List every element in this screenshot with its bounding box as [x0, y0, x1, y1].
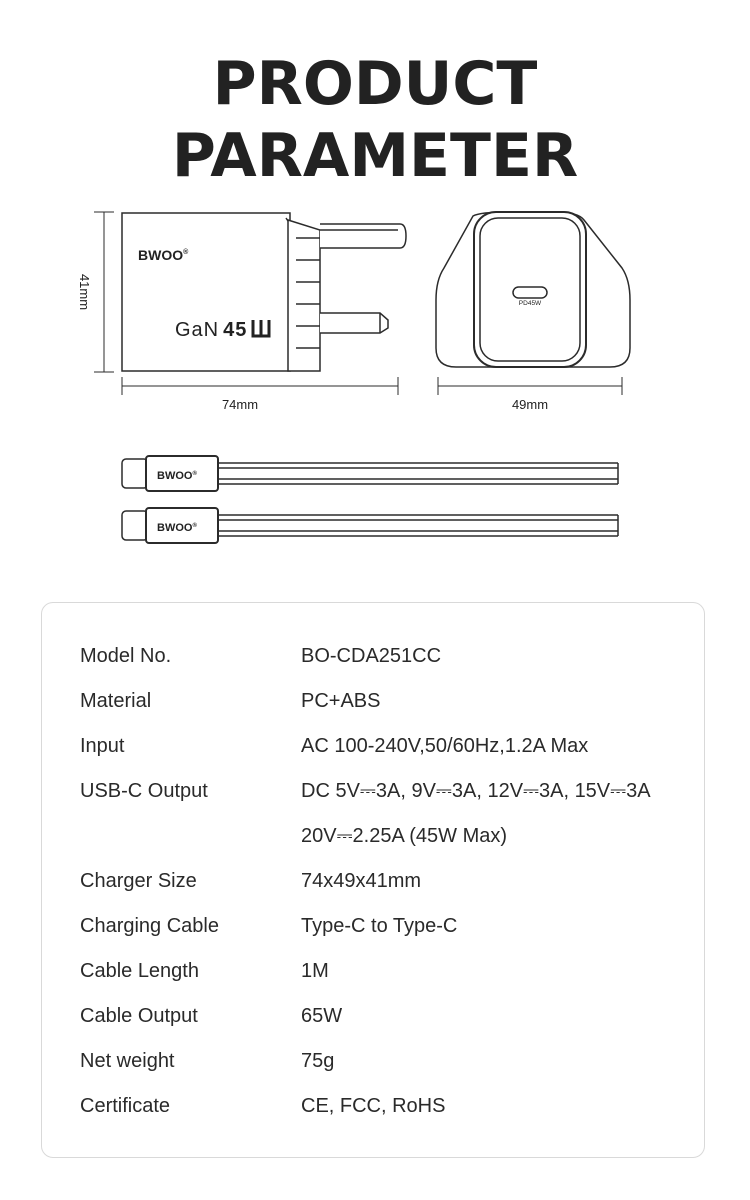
spec-label: Material [80, 690, 152, 712]
height-dim-label: 41mm [77, 273, 92, 311]
page-title: PRODUCT PARAMETER [171, 49, 579, 191]
charger-brand-logo: BWOO [138, 247, 184, 263]
charger-side-view [122, 213, 406, 371]
spec-value: 75g [301, 1050, 335, 1072]
spec-value: 65W [301, 1005, 343, 1027]
width-dim-label: 49mm [511, 397, 549, 412]
cable-1-registered: ® [192, 471, 197, 477]
spec-value: DC 5V⎓3A, 9V⎓3A, 12V⎓3A, 15V⎓3A [301, 780, 651, 802]
spec-label: Cable Length [80, 960, 199, 982]
spec-label: Net weight [80, 1050, 175, 1072]
spec-label: Input [80, 735, 125, 757]
port-label: PD45W [518, 300, 542, 307]
spec-value: 20V⎓2.25A (45W Max) [301, 825, 508, 847]
length-dim-label: 74mm [221, 397, 259, 412]
length-dimension [122, 377, 398, 395]
cable-2-registered: ® [192, 523, 197, 529]
svg-text:BWOO® [138, 247, 189, 263]
spec-label: Charger Size [80, 870, 197, 892]
product-drawing [0, 190, 750, 560]
height-dimension [94, 212, 114, 372]
spec-value: 74x49x41mm [301, 870, 422, 892]
gan-watts: 45 [223, 319, 248, 341]
spec-value: 1M [301, 960, 329, 982]
spec-label: Cable Output [80, 1005, 198, 1027]
spec-value: AC 100-240V,50/60Hz,1.2A Max [301, 735, 589, 757]
charger-front-view [436, 212, 630, 367]
svg-text:BWOO® [157, 470, 197, 482]
spec-label: Charging Cable [80, 915, 219, 937]
spec-label: Model No. [80, 645, 172, 667]
svg-text:BWOO® [157, 522, 197, 534]
spec-value: BO-CDA251CC [301, 645, 442, 667]
registered-mark: ® [183, 249, 189, 256]
spec-label: Certificate [80, 1095, 171, 1117]
spec-value: PC+ABS [301, 690, 381, 712]
svg-text:GaN45 [175, 319, 247, 341]
width-dimension [438, 377, 622, 395]
cable-1-brand: BWOO [157, 470, 193, 482]
cable-2-brand: BWOO [157, 522, 193, 534]
spec-value: Type-C to Type-C [301, 915, 458, 937]
spec-table [41, 602, 705, 1158]
gan-label: GaN [175, 319, 220, 341]
spec-label: USB-C Output [80, 780, 208, 802]
spec-value: CE, FCC, RoHS [301, 1095, 446, 1117]
